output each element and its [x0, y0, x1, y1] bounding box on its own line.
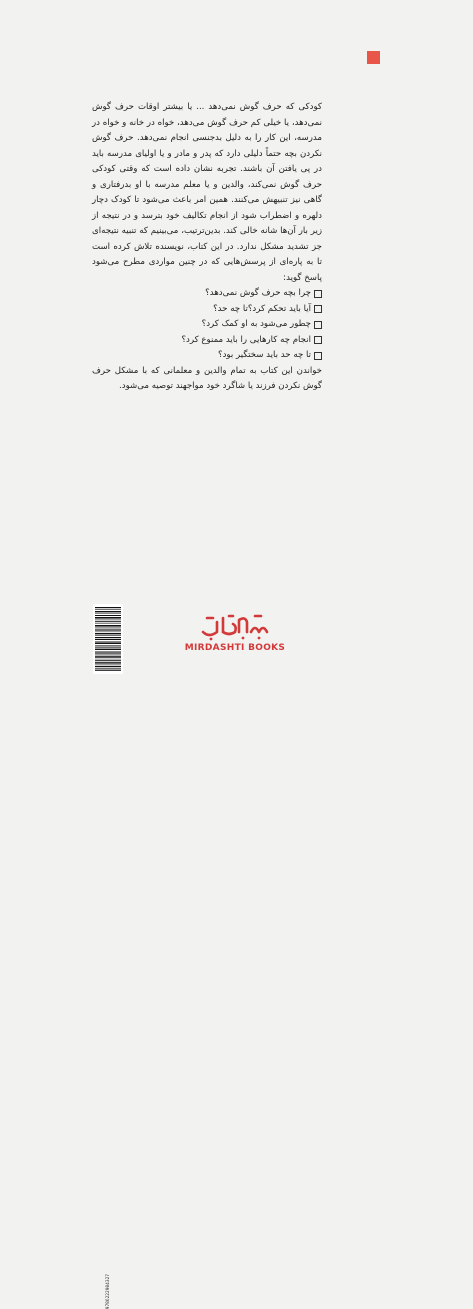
- question-text: آیا باید تحکم کرد؟تا چه حد؟: [213, 303, 311, 314]
- checkbox-icon: [314, 336, 322, 344]
- accent-square: [367, 51, 380, 64]
- checkbox-icon: [314, 290, 322, 298]
- question-item: [92, 348, 322, 364]
- checkbox-icon: [314, 321, 322, 329]
- question-item: [92, 302, 322, 318]
- question-text: تا چه حد باید سختگیر بود؟: [218, 350, 311, 360]
- question-item: [92, 317, 322, 333]
- barcode-icon: [95, 607, 121, 671]
- question-item: [92, 333, 322, 349]
- checkbox-icon: [314, 352, 322, 360]
- publisher-logo: [180, 610, 290, 660]
- blurb-outro: خواندن این کتاب به تمام والدین و معلمانی که با مشکل حرف گوش نکردن فرزند یا شاگرد خود مواجهند توصیه می‌شود.: [92, 365, 322, 391]
- blurb-intro: کودکی که حرف گوش نمی‌دهد ... یا بیشتر اوقات حرف گوش نمی‌دهد، یا خیلی کم حرف گوش می‌دهد، خواه در خانه و خواه در مدرسه، این کار را به دلیل بدجنسی انجام نمی‌دهد. حرف گوش نکردن بچه حتماً دلیلی دارد که پدر و مادر و یا اولیای مدرسه باید در پی یافتن آن باشند. تجربه نشان داده است که وقتی کودکی حرف گوش نمی‌کند، والدین و یا معلم مدرسه با او بدرفتاری و گاهی نیز تنبیهش می‌کنند. همین امر باعث می‌شود تا کودک دچار دلهره و اضطراب شود از انجام تکالیف خود بترسد و در نتیجه از زیر بار آن‌ها شانه خالی کند. بدین‌ترتیب، می‌بینیم که تنبیه نتیجه‌ای جز تشدید مشکل ندارد. در این کتاب، نویسنده تلاش کرده است تا به پاره‌ای از پرسش‌هایی که در چنین مواردی مطرح می‌شود پاسخ گوید:: [92, 102, 322, 283]
- checkbox-icon: [314, 305, 322, 313]
- question-item: [92, 286, 322, 302]
- publisher-calligraphy-icon: [199, 610, 271, 642]
- isbn-barcode: [93, 604, 123, 1309]
- publisher-name: MIRDASHTI BOOKS: [184, 643, 286, 653]
- question-text: انجام چه کارهایی را باید ممنوع کرد؟: [181, 334, 311, 345]
- barcode-number: 9786222904327: [106, 1274, 111, 1309]
- question-text: چرا بچه حرف گوش نمی‌دهد؟: [205, 288, 311, 298]
- question-list: [92, 286, 322, 364]
- back-cover-blurb: [92, 100, 322, 395]
- question-text: چطور می‌شود به او کمک کرد؟: [201, 319, 311, 329]
